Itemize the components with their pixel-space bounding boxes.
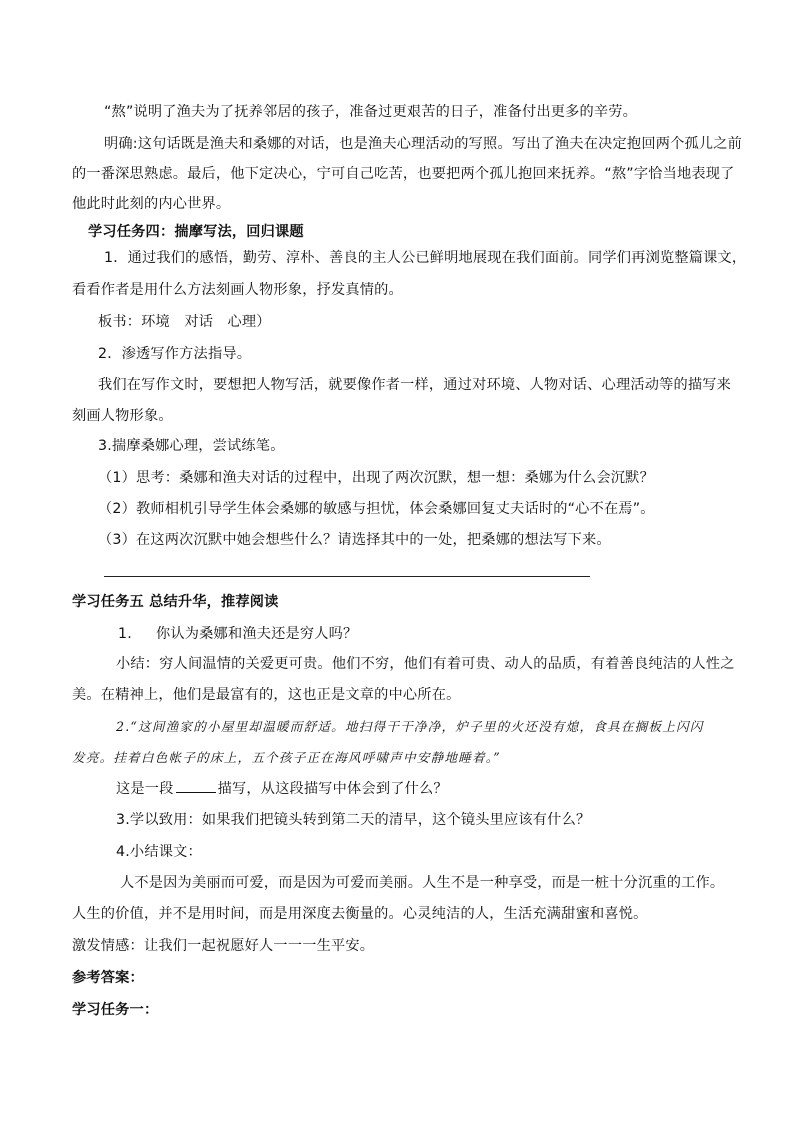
paragraph-clarify-line-3: 他此时此刻的内心世界。 [72, 196, 231, 212]
writing-answer-line [104, 576, 590, 577]
task5-item-3: 3.学以致用：如果我们把镜头转到第二天的清早，这个镜头里应该有什么？ [116, 812, 591, 828]
task4-sub-2: （2）教师相机引导学生体会桑娜的敏感与担忧，体会桑娜回复丈夫话时的“心不在焉”。 [98, 501, 655, 517]
task4-heading: 学习任务四：揣摩写法，回归课题 [88, 224, 304, 240]
fill-blank-prefix: 这是一段 [116, 781, 174, 797]
fill-blank-line[interactable] [176, 778, 216, 793]
task5-fill-blank-question [116, 778, 448, 799]
task4-item-2-text-line-2: 刻画人物形象。 [72, 408, 173, 424]
fill-blank-suffix: 描写，从这段描写中体会到了什么？ [217, 781, 448, 797]
task4-item-2-text-line-1: 我们在写作文时，要想把人物写活，就要像作者一样，通过对环境、人物对话、心理活动等的描写来 [98, 377, 732, 393]
task5-summary-line-2: 美。在精神上，他们是最富有的，这也正是文章的中心所在。 [72, 687, 461, 703]
paragraph-clarify-line-2: 的一番深思熟虑。最后，他下定决心，宁可自己吃苦，也要把两个孤儿抱回来抚养。“熬”字恰当地表现了 [72, 166, 735, 182]
paragraph-clarify-line-1: 明确:这句话既是渔夫和桑娜的对话，也是渔夫心理活动的写照。写出了渔夫在决定抱回两个孤儿之前 [104, 136, 743, 152]
task5-item-1-question: 你认为桑娜和渔夫还是穷人吗？ [156, 626, 358, 642]
task4-item-1-line-1: 1．通过我们的感悟，勤劳、淳朴、善良的主人公已鲜明地展现在我们面前。同学们再浏览整篇课文， [104, 250, 747, 266]
task4-item-3: 3.揣摩桑娜心理，尝试练笔。 [98, 438, 285, 454]
task5-item-2-quote-line-1: 2.“这间渔家的小屋里却温暖而舒适。地扫得干干净净，炉子里的火还没有熄，食具在搁板上闪闪 [116, 719, 704, 734]
task4-item-2: 2．渗透写作方法指导。 [98, 346, 252, 362]
task5-item-4-line-2: 人生的价值，并不是用时间，而是用深度去衡量的。心灵纯洁的人，生活充满甜蜜和喜悦。 [72, 906, 648, 922]
task4-item-1-line-2: 看看作者是用什么方法刻画人物形象，抒发真情的。 [72, 282, 403, 298]
paragraph-ao-meaning: “熬”说明了渔夫为了抚养邻居的孩子，准备过更艰苦的日子，准备付出更多的辛劳。 [104, 104, 638, 120]
task4-sub-3: （3）在这两次沉默中她会想些什么？请选择其中的一处，把桑娜的想法写下来。 [98, 532, 611, 548]
task5-item-1-number: 1. [118, 626, 132, 642]
task5-item-4: 4.小结课文： [116, 844, 202, 860]
task4-board-notes: 板书：环境 对话 心理） [98, 314, 271, 330]
answer-heading: 参考答案： [72, 970, 144, 986]
task4-sub-1: （1）思考：桑娜和渔夫对话的过程中，出现了两次沉默，想一想：桑娜为什么会沉默？ [98, 470, 654, 486]
answer-task-1: 学习任务一： [72, 1002, 159, 1018]
task5-heading: 学习任务五 总结升华，推荐阅读 [72, 594, 279, 610]
task5-inspire: 激发情感：让我们一起祝愿好人一一一生平安。 [72, 938, 375, 954]
task5-item-4-line-1: 人不是因为美丽而可爱，而是因为可爱而美丽。人生不是一种享受，而是一桩十分沉重的工作。 [120, 875, 725, 891]
task5-item-2-quote-line-2: 发亮。挂着白色帐子的床上，五个孩子正在海风呼啸声中安静地睡着。” [72, 750, 501, 765]
task5-summary-line-1: 小结：穷人间温情的关爱更可贵。他们不穷，他们有着可贵、动人的品质，有着善良纯洁的人性之 [116, 656, 735, 672]
